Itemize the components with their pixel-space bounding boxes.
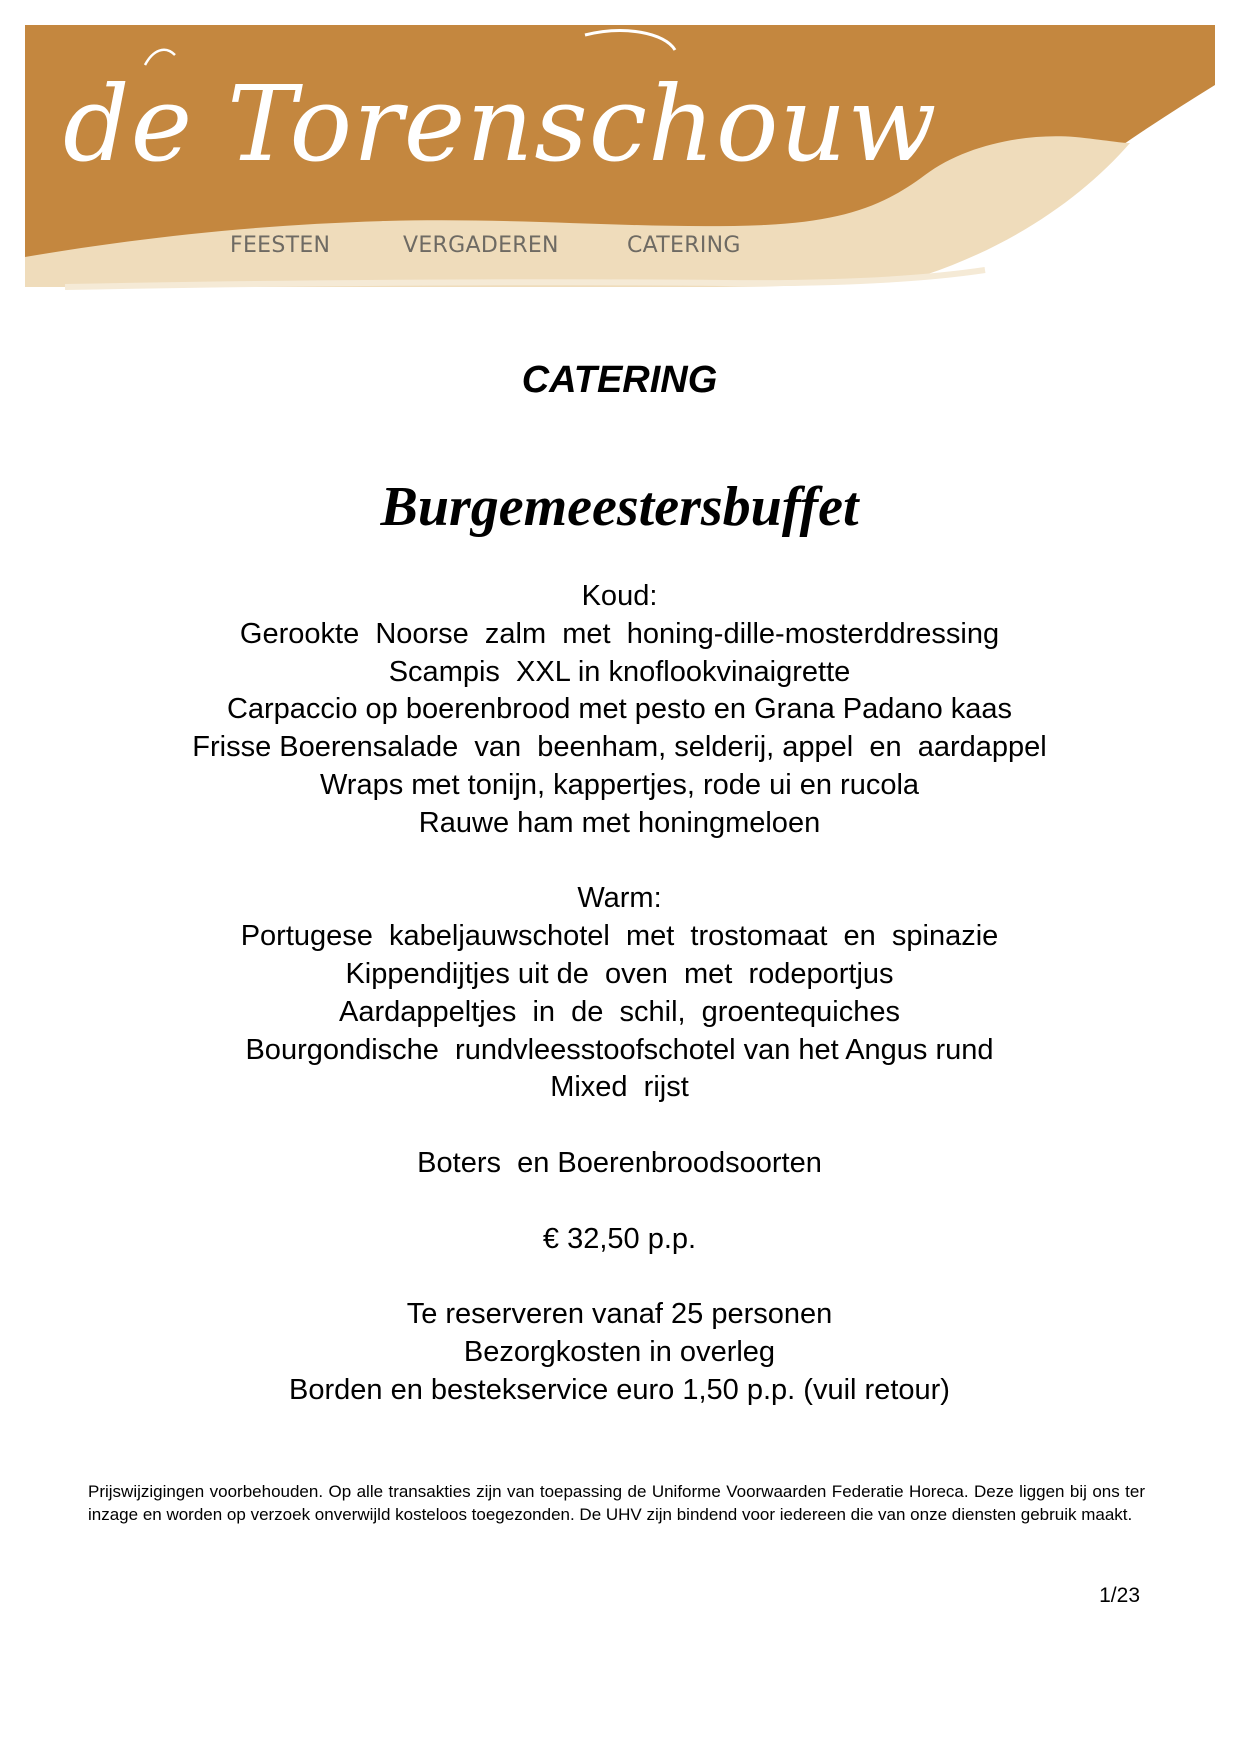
spacer	[0, 843, 1239, 881]
menu	[0, 578, 1239, 1410]
menu-item: Rauwe ham met honingmeloen	[418, 806, 821, 839]
menu-item: Scampis XXL in knoflookvinaigrette	[388, 655, 851, 688]
page-number: 1/23	[1099, 1584, 1140, 1607]
condition-line: Te reserveren vanaf 25 personen	[406, 1298, 833, 1331]
cold-label: Koud:	[581, 580, 658, 612]
menu-item: Mixed rijst	[550, 1071, 689, 1104]
disclaimer: Prijswijzigingen voorbehouden. Op alle transakties zijn van toepassing de Uniforme Voorwaarden Federatie Horeca. Deze liggen bij ons ter inzage en worden op verzoek onverwijld kosteloos toegezonden. De UHV zijn bindend voor iedereen die van onze diensten gebruik maakt.	[88, 1482, 1145, 1524]
price: € 32,50 p.p.	[542, 1222, 697, 1255]
brand-logo-text: de Torenschouw	[63, 63, 938, 185]
buffet-title: Burgemeestersbuffet	[380, 476, 859, 538]
spacer	[0, 1107, 1239, 1145]
spacer	[0, 1183, 1239, 1221]
menu-item: Gerookte Noorse zalm met honing-dille-mosterddressing	[239, 617, 1000, 650]
menu-item: Kippendijtjes uit de oven met rodeportjus	[345, 957, 894, 990]
header-banner	[25, 25, 1215, 290]
menu-item: Aardappeltjes in de schil, groentequiches	[338, 995, 900, 1028]
menu-item: Carpaccio op boerenbrood met pesto en Grana Padano kaas	[226, 693, 1013, 726]
menu-item: Wraps met tonijn, kappertjes, rode ui en rucola	[319, 768, 920, 801]
menu-item: Frisse Boerensalade van beenham, selderij, appel en aardappel	[192, 731, 1047, 764]
section-title: CATERING	[521, 359, 718, 401]
warm-label: Warm:	[577, 882, 662, 915]
menu-item: Bourgondische rundvleesstoofschotel van het Angus rund	[245, 1033, 994, 1066]
spacer	[0, 1258, 1239, 1296]
banner-nav	[25, 231, 1215, 261]
nav-item-catering: CATERING	[627, 233, 741, 258]
nav-item-feesten: FEESTEN	[230, 233, 331, 258]
nav-item-vergaderen: VERGADEREN	[403, 233, 559, 258]
menu-item: Portugese kabeljauwschotel met trostomaat en spinazie	[240, 920, 999, 953]
condition-line: Borden en bestekservice euro 1,50 p.p. (vuil retour)	[289, 1373, 950, 1406]
condition-line: Bezorgkosten in overleg	[463, 1335, 776, 1368]
bread-line: Boters en Boerenbroodsoorten	[417, 1146, 822, 1179]
